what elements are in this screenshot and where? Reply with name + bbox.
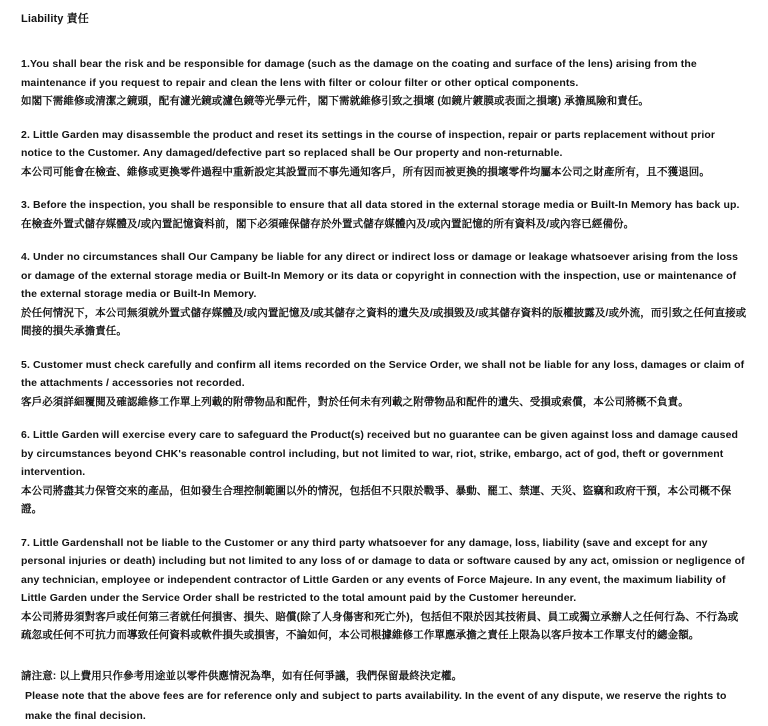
reference-note bbox=[21, 666, 748, 726]
clause-5 bbox=[21, 356, 748, 412]
clause-3-chinese-text: 在檢查外置式儲存媒體及/或內置記憶資料前，閣下必須確保儲存於外置式儲存媒體內及/或內置記憶的所有資料及/或內容已經備份。 bbox=[21, 217, 635, 230]
clause-4-chinese-text: 於任何情況下，本公司無須就外置式儲存媒體及/或內置記憶及/或其儲存之資料的遺失及/或損毀及/或其儲存資料的版權披露及/或外流，而引致之任何直接或間接的損失承擔責任。 bbox=[21, 306, 747, 337]
clause-1-chinese-text: 如閣下需維修或清潔之鏡頭，配有濾光鏡或濾色鏡等光學元件，閣下需就維修引致之損壞 (如鏡片鍍膜或表面之損壞) 承擔風險和責任。 bbox=[21, 95, 650, 107]
clause-2-english-text: 2. Little Garden may disassemble the product and reset its settings in the course of inspection, repair or parts replacement without prior notice to the Customer. Any damaged/defective part so replaced shall be Our property and non-returnable. bbox=[21, 128, 716, 159]
clause-4 bbox=[21, 248, 748, 341]
clause-6-english-text: 6. Little Garden will exercise every care to safeguard the Product(s) received but no guarantee can be given against loss and damage caused by circumstances beyond CHK's reasonable control including, but not limited to war, riot, strike, embargo, act of god, theft or government intervention. bbox=[21, 429, 739, 478]
clause-1-english-text: 1.You shall bear the risk and be responsible for damage (such as the damage on the coating and surface of the lens) arising from the maintenance if you request to repair and clean the lens with filter or colour filter or other optical components. bbox=[21, 58, 697, 89]
clause-2-chinese-text: 本公司可能會在檢查、維修或更換零件過程中重新設定其設置而不事先通知客戶，所有因而被更換的損壞零件均屬本公司之財產所有，且不獲退回。 bbox=[21, 165, 710, 178]
clause-7 bbox=[21, 534, 748, 645]
clause-7-chinese-text: 本公司將毋須對客戶或任何第三者就任何損害、損失、賠償(除了人身傷害和死亡外)，包括但不限於因其技術員、員工或獨立承辦人之任何行為、不行為或疏忽或任何不可抗力而導致任何資料或軟件損失或損害，不論如何，本公司根據維修工作單應承擔之責任上限為以客戶按本工作單支付的總金額。 bbox=[21, 610, 739, 641]
clause-3-english-text: 3. Before the inspection, you shall be responsible to ensure that all data stored in the external storage media or Built-In Memory has back up. bbox=[21, 199, 740, 211]
clause-6 bbox=[21, 426, 748, 519]
reference-note-english-text: Please note that the above fees are for reference only and subject to parts availability. In the event of any dispute, we reserve the rights to make the final decision. bbox=[25, 689, 727, 722]
clause-5-chinese-text: 客戶必須詳細覆閱及確認維修工作單上列載的附帶物品和配件，對於任何未有列載之附帶物品和配件的遺失、受損或索償，本公司將概不負責。 bbox=[21, 395, 689, 408]
clause-4-english-text: 4. Under no circumstances shall Our Campany be liable for any direct or indirect loss or damage or leakage whatsoever arising from the loss or damage of the external storage media or Built-In Memory or its data or copyright in connection with the inspection, use or maintenance of the external storage media or Built-In Memory. bbox=[21, 251, 739, 300]
clause-6-chinese-text: 本公司將盡其力保管交來的產品，但如發生合理控制範圍以外的情況，包括但不只限於戰爭、暴動、罷工、禁運、天災、盜竊和政府干預，本公司概不保證。 bbox=[21, 484, 732, 515]
clause-2 bbox=[21, 126, 748, 182]
clause-1 bbox=[21, 55, 748, 111]
clause-7-english-text: 7. Little Gardenshall not be liable to the Customer or any third party whatsoever for any damage, loss, liability (save and except for any personal injuries or death) including but not limited to any loss of or damage to data or software caused by any act, omission or negligence of any technician, employee or independent contractor of Little Garden or any events of Force Majeure. In any event, the maximum liability of Little Garden under the Service Order shall be restricted to the total amount paid by the Customer hereunder. bbox=[21, 536, 745, 604]
clause-3 bbox=[21, 196, 748, 233]
reference-note-chinese-text: 請注意: 以上費用只作參考用途並以零件供應情況為準，如有任何爭議，我們保留最終決定權。 bbox=[21, 669, 463, 682]
page-title: Liability 責任 bbox=[21, 13, 89, 25]
clause-5-english-text: 5. Customer must check carefully and confirm all items recorded on the Service Order, we shall not be liable for any loss, damages or claim of the attachments / accessories not recorded. bbox=[21, 358, 745, 389]
